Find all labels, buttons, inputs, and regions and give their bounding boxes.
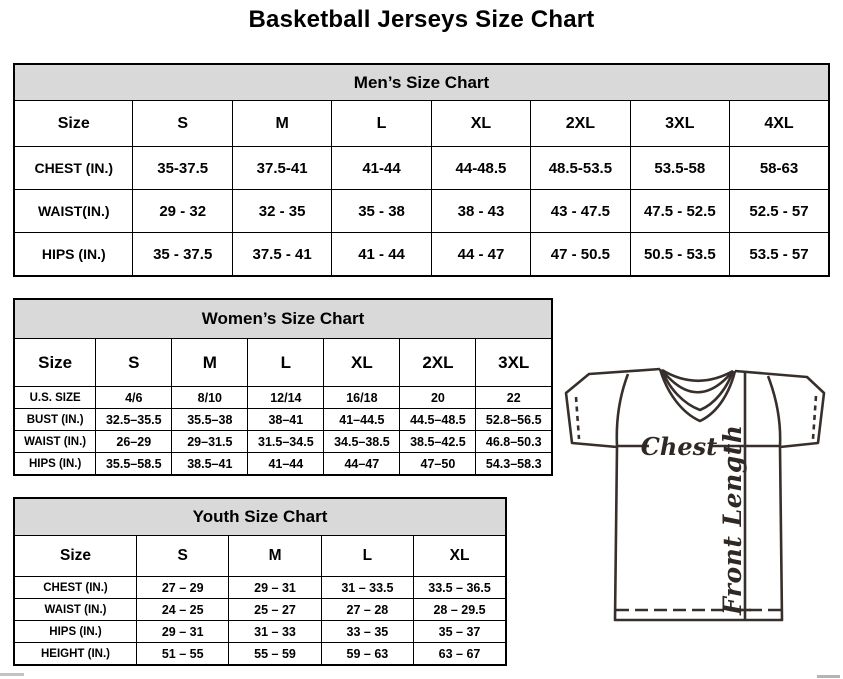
size-value: 41–44 [248,453,324,476]
size-value: 38.5–42.5 [400,431,476,453]
size-value: 32.5–35.5 [96,409,172,431]
size-value: 47–50 [400,453,476,476]
table-title: Men’s Size Chart [14,64,829,101]
size-value: 52.8–56.5 [476,409,552,431]
size-value: 29–31.5 [172,431,248,453]
size-value: 50.5 - 53.5 [630,233,729,277]
table-row [14,147,829,190]
right-cuff-dashed-line [813,396,816,439]
size-value: 41–44.5 [324,409,400,431]
row-label: WAIST(IN.) [14,190,133,233]
column-header: S [133,101,232,147]
row-label: BUST (IN.) [14,409,96,431]
size-value: 52.5 - 57 [730,190,829,233]
size-value: 31 – 33.5 [321,577,413,599]
jersey-measurement-diagram [558,358,843,630]
size-value: 44.5–48.5 [400,409,476,431]
size-value: 44-48.5 [431,147,530,190]
table-row [14,431,552,453]
size-value: 53.5 - 57 [730,233,829,277]
column-header: M [229,536,321,577]
size-value: 27 – 29 [137,577,229,599]
row-label: U.S. SIZE [14,387,96,409]
size-value: 31.5–34.5 [248,431,324,453]
table-row [14,621,506,643]
column-header: L [332,101,431,147]
column-header: S [137,536,229,577]
size-value: 48.5-53.5 [531,147,630,190]
right-armhole-seam [768,376,780,446]
size-value: 25 – 27 [229,599,321,621]
table-row [14,190,829,233]
size-value: 35 - 38 [332,190,431,233]
size-value: 35 – 37 [414,621,506,643]
size-value: 59 – 63 [321,643,413,666]
column-header: 4XL [730,101,829,147]
size-value: 38 - 43 [431,190,530,233]
youth-size-table [13,497,507,666]
table-row [14,409,552,431]
size-value: 37.5-41 [232,147,331,190]
mens-size-table [13,63,830,277]
size-value: 32 - 35 [232,190,331,233]
table-row [14,453,552,476]
size-value: 51 – 55 [137,643,229,666]
size-value: 29 – 31 [137,621,229,643]
column-header: 2XL [531,101,630,147]
column-header: XL [414,536,506,577]
size-value: 27 – 28 [321,599,413,621]
size-value: 29 - 32 [133,190,232,233]
table-row [14,387,552,409]
size-value: 35-37.5 [133,147,232,190]
column-header: S [96,339,172,387]
table-title: Youth Size Chart [14,498,506,536]
size-value: 46.8–50.3 [476,431,552,453]
scrollbar-fragment-left[interactable] [0,673,24,676]
size-value: 35.5–38 [172,409,248,431]
column-header: M [172,339,248,387]
column-header: Size [14,339,96,387]
size-value: 8/10 [172,387,248,409]
scrollbar-fragment-right[interactable] [817,675,840,678]
left-cuff-dashed-line [576,397,579,439]
table-row [14,643,506,666]
row-label: WAIST (IN.) [14,599,137,621]
size-value: 55 – 59 [229,643,321,666]
front-length-label: Front Length [718,424,747,615]
page-title: Basketball Jerseys Size Chart [248,6,595,33]
size-value: 35.5–58.5 [96,453,172,476]
column-header: XL [431,101,530,147]
size-value: 41 - 44 [332,233,431,277]
column-header: XL [324,339,400,387]
size-value: 31 – 33 [229,621,321,643]
table-title: Women’s Size Chart [14,299,552,339]
jersey-diagram-svg [558,358,843,630]
size-value: 58-63 [730,147,829,190]
womens-size-table [13,298,553,476]
size-value: 38–41 [248,409,324,431]
size-value: 47.5 - 52.5 [630,190,729,233]
size-value: 53.5-58 [630,147,729,190]
size-value: 22 [476,387,552,409]
size-value: 26–29 [96,431,172,453]
size-value: 37.5 - 41 [232,233,331,277]
size-value: 4/6 [96,387,172,409]
size-value: 12/14 [248,387,324,409]
chest-label: Chest [640,432,718,461]
size-value: 54.3–58.3 [476,453,552,476]
row-label: CHEST (IN.) [14,577,137,599]
column-header: Size [14,101,133,147]
column-header: 3XL [630,101,729,147]
size-value: 47 - 50.5 [531,233,630,277]
size-value: 41-44 [332,147,431,190]
size-value: 33 – 35 [321,621,413,643]
size-value: 28 – 29.5 [414,599,506,621]
row-label: WAIST (IN.) [14,431,96,453]
collar-band-top [662,370,733,381]
size-value: 44–47 [324,453,400,476]
size-value: 43 - 47.5 [531,190,630,233]
size-value: 63 – 67 [414,643,506,666]
column-header: M [232,101,331,147]
size-value: 20 [400,387,476,409]
column-header: 2XL [400,339,476,387]
row-label: HIPS (IN.) [14,621,137,643]
size-value: 35 - 37.5 [133,233,232,277]
size-value: 34.5–38.5 [324,431,400,453]
size-value: 24 – 25 [137,599,229,621]
row-label: HIPS (IN.) [14,233,133,277]
table-row [14,599,506,621]
column-header: L [321,536,413,577]
size-value: 33.5 – 36.5 [414,577,506,599]
size-value: 44 - 47 [431,233,530,277]
size-value: 38.5–41 [172,453,248,476]
row-label: HEIGHT (IN.) [14,643,137,666]
column-header: Size [14,536,137,577]
table-row [14,577,506,599]
size-value: 29 – 31 [229,577,321,599]
column-header: L [248,339,324,387]
left-armhole-seam [617,374,628,446]
table-row [14,233,829,277]
column-header: 3XL [476,339,552,387]
row-label: CHEST (IN.) [14,147,133,190]
size-value: 16/18 [324,387,400,409]
row-label: HIPS (IN.) [14,453,96,476]
